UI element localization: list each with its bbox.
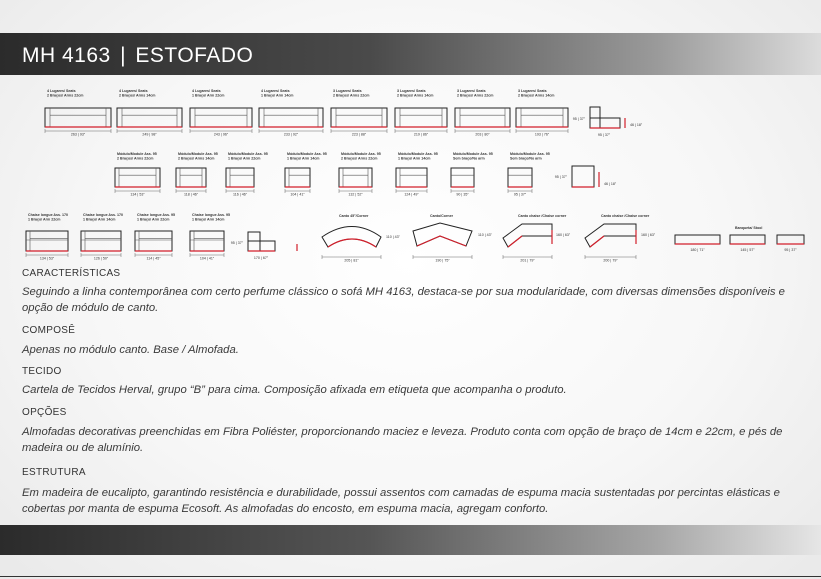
section-title-caracteristicas: CARACTERÍSTICAS xyxy=(22,268,121,279)
module-row2-4 xyxy=(285,152,327,197)
module-row3-chaise-1 xyxy=(26,213,68,261)
module-label-line2: Sem braço/No arm xyxy=(510,156,542,161)
sofa-outline xyxy=(516,108,568,127)
module-label-line2: Sem braço/No arm xyxy=(453,156,485,161)
module-row1-1 xyxy=(45,89,111,137)
sofa-outline xyxy=(117,108,182,127)
dimension-label: 160 | 63" xyxy=(556,233,571,237)
module-label: Canto chaise /Chaise corner xyxy=(518,214,567,218)
module-label-line1: 3 Lugares/ Seats xyxy=(518,89,547,93)
module-label-line1: Chaise longue Ass. 95 xyxy=(137,213,176,217)
module-row3-chaise-3 xyxy=(135,213,175,261)
section-text-estrutura: Em madeira de eucalipto, garantindo resistência e durabilidade, possui assentos com camadas de espuma macia sustentadas por percintas elásticas e cobertas por manta de espuma Ecosoft. As almofadas do encosto, em espuma macia, agregam conforto. xyxy=(22,487,780,515)
dimension-label: 95 | 37" xyxy=(572,117,585,121)
module-row1-3 xyxy=(190,89,252,137)
sofa-outline xyxy=(135,231,172,251)
module-row2-2 xyxy=(176,152,218,197)
dimension-label: 201 | 79" xyxy=(520,258,535,263)
dimension-label: 145 | 57" xyxy=(740,248,755,252)
sofa-outline xyxy=(396,168,427,187)
dimension-label: 233 | 92" xyxy=(283,132,299,137)
module-row1-7 xyxy=(455,89,510,137)
dimension-label: 126 | 50" xyxy=(93,256,109,261)
module-label-line2: 1 Braço/ Arm 22cm xyxy=(228,156,261,161)
sofa-outline xyxy=(115,168,160,187)
module-label-line1: 4 Lugares/ Seats xyxy=(261,89,290,93)
sofa-outline xyxy=(190,108,252,127)
banqueta-label: Banqueta/ Stool xyxy=(735,226,763,230)
dimension-label: 263 | 93" xyxy=(70,132,86,137)
dimension-label: 124 | 49" xyxy=(404,192,419,197)
module-row2-3 xyxy=(226,152,268,197)
sofa-outline xyxy=(508,168,532,187)
module-corner-chaise-1 xyxy=(503,214,571,263)
section-text-tecido: Cartela de Tecidos Herval, grupo “B” para cima. Composição afixada em etiqueta que acompanha o produto. xyxy=(22,384,567,396)
module-row1-corner xyxy=(573,107,643,137)
module-label-line1: Módulo/Module Ass. 95 xyxy=(178,152,218,156)
sofa-outline xyxy=(176,168,206,187)
module-row1-5 xyxy=(331,89,387,137)
module-label-line2: 2 Braços/ Arms 22cm xyxy=(341,156,378,161)
module-label-line2: 2 Braços/ Arms 14cm xyxy=(518,93,555,98)
sofa-outline xyxy=(81,231,121,251)
modules-diagram xyxy=(0,84,821,270)
dimension-label: 223 | 88" xyxy=(351,132,367,137)
dimension-label: 110 | 43" xyxy=(478,233,492,237)
banqueta-3 xyxy=(777,235,804,252)
module-label-line1: Módulo/Module Ass. 95 xyxy=(510,152,550,156)
module-label-line2: 2 Braços/ Arms 22cm xyxy=(457,93,494,98)
section-title-compose: COMPOSÊ xyxy=(22,325,76,336)
sofa-outline xyxy=(395,108,447,127)
dimension-label: 110 | 43" xyxy=(386,235,400,239)
module-label-line2: 2 Braços/ Arms 14cm xyxy=(178,156,215,161)
module-row1-4 xyxy=(259,89,323,137)
page-title xyxy=(22,41,253,71)
sofa-outline xyxy=(331,108,387,127)
module-label-line1: Módulo/Module Ass. 95 xyxy=(453,152,493,156)
module-row3-chaise-2 xyxy=(81,213,123,261)
section-text-caracteristicas: Seguindo a linha contemporânea com certo perfume clássico o sofá MH 4163, destaca-se por sua modularidade, com diversas dimensões disponíveis e opção de módulo de canto. xyxy=(22,286,785,314)
dimension-label: 190 | 75" xyxy=(435,258,450,263)
module-label-line2: 1 Braço/ Arm 14cm xyxy=(83,217,116,222)
model-name: MH 4163 xyxy=(22,44,111,67)
dimension-label: 95 | 37" xyxy=(513,192,527,197)
module-label-line2: 1 Braço/ Arm 14cm xyxy=(261,93,294,98)
corner-outline xyxy=(503,224,552,247)
module-label-line1: Chaise longue Ass. 170 xyxy=(83,213,124,217)
side-module-outline xyxy=(248,241,275,251)
banqueta-outline xyxy=(675,235,720,244)
dimension-label: 180 | 71" xyxy=(690,248,705,252)
dimension-label: 205 | 81" xyxy=(344,258,359,263)
dimension-label: 219 | 86" xyxy=(413,132,429,137)
module-row2-6 xyxy=(396,152,438,197)
dimension-label: 200 | 79" xyxy=(603,258,618,263)
module-row3-chaise-4 xyxy=(190,213,230,261)
dimension-label: 134 | 53" xyxy=(130,192,145,197)
title-separator: | xyxy=(120,44,127,67)
dimension-label: 118 | 46" xyxy=(184,192,198,197)
module-label-line2: 2 Braços/ Arms 22cm xyxy=(47,93,84,98)
sofa-outline xyxy=(451,168,474,187)
module-row2-side xyxy=(555,166,617,187)
module-label-line2: 1 Braço/ Arm 22cm xyxy=(28,217,61,222)
module-label-line2: 1 Braço/ Arm 14cm xyxy=(398,156,431,161)
dimension-label: 134 | 53" xyxy=(39,256,55,261)
corner-outline xyxy=(413,223,472,246)
module-label-line2: 1 Braço/ Arm 14cm xyxy=(287,156,320,161)
module-label-line1: 4 Lugares/ Seats xyxy=(119,89,148,93)
module-label-line1: 3 Lugares/ Seats xyxy=(397,89,426,93)
dimension-label: 132 | 52" xyxy=(348,192,363,197)
module-label-line1: Chaise longue Ass. 170 xyxy=(28,213,69,217)
dimension-label: 116 | 46" xyxy=(233,192,247,197)
corner-outline xyxy=(585,224,636,247)
module-label-line1: Módulo/Module Ass. 95 xyxy=(287,152,327,156)
dimension-label: 95 | 37" xyxy=(230,241,243,245)
side-module-outline xyxy=(572,166,594,187)
section-title-opcoes: OPÇÕES xyxy=(22,407,67,418)
module-label: Canto/Corner xyxy=(430,214,453,218)
module-label-line1: Módulo/Module Ass. 95 xyxy=(228,152,268,156)
module-label-line2: 1 Braço/ Arm 22cm xyxy=(192,93,225,98)
module-label-line1: 3 Lugares/ Seats xyxy=(333,89,362,93)
front-red-line xyxy=(590,236,604,247)
module-row2-1 xyxy=(115,152,160,197)
module-row1-2 xyxy=(117,89,182,137)
module-label-line2: 2 Braços/ Arms 22cm xyxy=(333,93,370,98)
module-corner-45 xyxy=(322,214,401,263)
section-text-compose: Apenas no módulo canto. Base / Almofada. xyxy=(22,344,239,356)
dimension-label: 46 | 18" xyxy=(604,182,617,186)
banqueta-2 xyxy=(730,235,765,252)
module-corner-angled xyxy=(413,214,493,263)
sofa-outline xyxy=(45,108,111,127)
banqueta-outline xyxy=(777,235,804,244)
module-label: Canto chaise /Chaise corner xyxy=(601,214,650,218)
module-row2-5 xyxy=(339,152,381,197)
module-row1-6 xyxy=(395,89,447,137)
banquetas-group xyxy=(675,226,804,252)
module-row1-8 xyxy=(516,89,568,137)
module-row2-7 xyxy=(451,152,493,197)
module-label-line2: 2 Braços/ Arms 22cm xyxy=(117,156,154,161)
dimension-label: 104 | 41" xyxy=(199,256,215,261)
module-label-line2: 2 Braços/ Arms 14cm xyxy=(119,93,156,98)
module-label-line2: 1 Braço/ Arm 14cm xyxy=(192,217,225,222)
section-title-tecido: TECIDO xyxy=(22,366,62,377)
dimension-label: 160 | 63" xyxy=(641,233,656,237)
module-label-line1: Módulo/Module Ass. 95 xyxy=(398,152,438,156)
module-label-line1: Módulo/Module Ass. 95 xyxy=(341,152,381,156)
module-label-line1: 4 Lugares/ Seats xyxy=(47,89,76,93)
module-label-line1: 4 Lugares/ Seats xyxy=(192,89,221,93)
module-corner-chaise-2 xyxy=(585,214,656,263)
modules-svg xyxy=(0,84,821,270)
dimension-label: 46 | 18" xyxy=(630,123,643,127)
banqueta-outline xyxy=(730,235,765,244)
banqueta-1 xyxy=(675,235,720,252)
front-red-line xyxy=(417,236,466,246)
sofa-outline xyxy=(259,108,323,127)
module-label: Canto 45°/Corner xyxy=(339,214,369,218)
corner-outline xyxy=(322,227,381,248)
dimension-label: 95 | 37" xyxy=(784,248,797,252)
dimension-label: 193 | 76" xyxy=(534,132,550,137)
dimension-label: 203 | 80" xyxy=(475,132,490,137)
dimension-label: 95 | 37" xyxy=(554,175,567,179)
dimension-label: 95 | 37" xyxy=(597,133,611,137)
section-title-estrutura: ESTRUTURA xyxy=(22,467,86,478)
module-row2-8 xyxy=(508,152,550,197)
footer-band xyxy=(0,525,821,555)
module-label-line1: Chaise longue Ass. 95 xyxy=(192,213,231,217)
front-red-line xyxy=(328,239,376,247)
module-label-line2: 1 Braço/ Arm 22cm xyxy=(137,217,170,222)
sofa-outline xyxy=(190,231,224,251)
corner-outline xyxy=(590,118,620,128)
dimension-label: 170 | 67" xyxy=(253,256,269,260)
dimension-label: 90 | 35" xyxy=(456,192,469,197)
section-text-opcoes: Almofadas decorativas preenchidas em Fibra Poliéster, proporcionando maciez e leveza. Produto conta com opção de braço de 14cm e 22cm, e pés de madeira ou de alumínio. xyxy=(22,426,783,454)
dimension-label: 104 | 41" xyxy=(290,192,305,197)
module-label-line2: 2 Braços/ Arms 14cm xyxy=(397,93,434,98)
sofa-outline xyxy=(26,231,68,251)
sofa-outline xyxy=(339,168,372,187)
dimension-label: 243 | 96" xyxy=(213,132,229,137)
module-label-line1: 3 Lugares/ Seats xyxy=(457,89,486,93)
front-red-line xyxy=(508,236,522,247)
module-label-line1: Módulo/Module Ass. 95 xyxy=(117,152,157,156)
sofa-outline xyxy=(455,108,510,127)
bottom-rule xyxy=(0,576,821,577)
dimension-label: 114 | 45" xyxy=(146,256,161,261)
product-category: ESTOFADO xyxy=(135,44,254,67)
module-row3-side xyxy=(231,232,297,260)
dimension-label: 249 | 98" xyxy=(142,132,157,137)
